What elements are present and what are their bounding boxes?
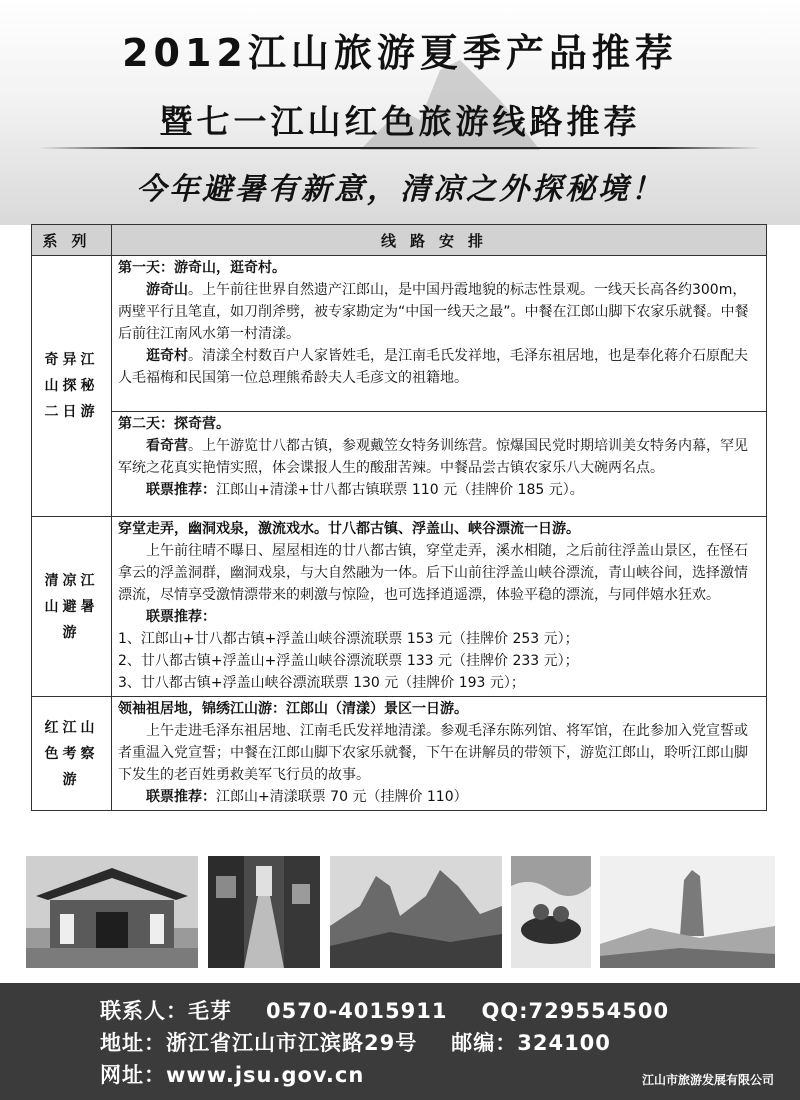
ticket-item: 2、廿八都古镇+浮盖山+浮盖山峡谷漂流联票 133 元（挂牌价 233 元）； [118,653,579,669]
photo-ancestral-hall [26,856,198,968]
ticket-item: 3、廿八都古镇+浮盖山峡谷漂流联票 130 元（挂牌价 193 元）； [118,675,525,691]
postcode: 324100 [517,1031,611,1055]
route-detail [112,411,767,516]
table-row [32,256,767,412]
address: 浙江省江山市江滨路29号 [166,1031,418,1055]
table-row [32,697,767,811]
ticket-recommendation: 联票推荐：江郎山+清漾联票 70 元（挂牌价 110） [146,789,468,805]
company-name: 江山市旅游发展有限公司 [641,1073,774,1087]
route-detail [112,517,767,697]
photo-misty-landscape [600,856,775,968]
header-banner [0,0,800,225]
column-header-series: 系列 [32,225,112,256]
phone-number: 0570-4015911 [266,999,448,1023]
paragraph: 上午走进毛泽东祖居地、江南毛氏发祥地清漾。参观毛泽东陈列馆、将军馆，在此参加入党宣誓或者重温入党宣誓；中餐在江郎山脚下农家乐就餐，下午在讲解员的带领下，游览江郎山，聆听江郎山脚下发生的老百姓勇救美军飞行员的故事。 [118,723,748,783]
route-title: 领袖祖居地，锦绣江山游：江郎山（清漾）景区一日游。 [118,701,468,717]
ticket-heading: 联票推荐： [146,609,216,625]
contact-name: 毛芽 [188,999,232,1023]
paragraph: 上午前往晴不曝日、屋屋相连的廿八都古镇，穿堂走弄，溪水相随，之后前往浮盖山景区，在怪石拿云的浮盖洞群，幽洞戏泉，与大自然融为一体。后下山前往浮盖山峡谷漂流，青山峡谷间，选择激情漂流，尽情享受激情漂带来的刺激与惊险，也可选择逍遥漂，体验平稳的漂流，与同伴嬉水狂欢。 [118,543,748,603]
table-row [32,411,767,516]
day-title: 第一天：游奇山，逛奇村。 [118,260,286,276]
series-cell: 清凉江山避暑游 [32,517,112,697]
main-title: 2012江山旅游夏季产品推荐 [122,31,678,75]
series-cell: 红江山色考察游 [32,697,112,811]
ticket-item: 1、江郎山+廿八都古镇+浮盖山峡谷漂流联票 153 元（挂牌价 253 元）； [118,631,579,647]
route-detail [112,256,767,412]
series-cell: 奇异江山探秘二日游 [32,256,112,517]
paragraph: 游奇山。上午前往世界自然遗产江郎山，是中国丹霞地貌的标志性景观。一线天长高各约300m，两壁平行且笔直，如刀削斧劈，被专家勘定为“中国一线天之最”。中餐在江郎山脚下农家乐就餐。中餐后前往江南风水第一村清漾。 [118,282,749,342]
table-header-row [32,225,767,256]
address-line: 地址：浙江省江山市江滨路29号 邮编：324100 [100,1031,611,1055]
paragraph: 逛奇村。清漾全村数百户人家皆姓毛，是江南毛氏发祥地，毛泽东祖居地，也是奉化蒋介石原配夫人毛福梅和民国第一位总理熊希龄夫人毛彦文的祖籍地。 [118,348,748,386]
route-title: 穿堂走弄，幽洞戏泉，激流戏水。廿八都古镇、浮盖山、峡谷漂流一日游。 [118,521,580,537]
photo-ancient-alley [208,856,320,968]
photo-rafting [511,856,591,968]
route-detail [112,697,767,811]
paragraph: 看奇营。上午游览廿八都古镇，参观戴笠女特务训练营。惊爆国民党时期培训美女特务内幕，罕见军统之花真实艳情实照，体会谍报人生的酸甜苦辣。中餐品尝古镇农家乐八大碗两名点。 [118,437,748,476]
day-title: 第二天：探奇营。 [118,415,230,432]
slogan: 今年避暑有新意，清凉之外探秘境！ [136,172,664,207]
contact-footer [0,983,800,1100]
column-header-route: 线路安排 [112,225,767,256]
table-row [32,517,767,697]
photo-strip [0,856,800,968]
photo-mountain-peaks [330,856,502,968]
route-table [31,224,767,811]
contact-line: 联系人：毛芽 0570-4015911 QQ:729554500 [100,999,670,1023]
sub-title: 暨七一江山红色旅游线路推荐 [159,102,641,141]
qq-number: QQ:729554500 [481,999,670,1023]
website-line: 网址：www.jsu.gov.cn [100,1063,365,1087]
title-divider [38,147,762,149]
website-link[interactable]: www.jsu.gov.cn [166,1063,365,1087]
ticket-recommendation: 联票推荐：江郎山+清漾+廿八都古镇联票 110 元（挂牌价 185 元）。 [146,481,584,498]
